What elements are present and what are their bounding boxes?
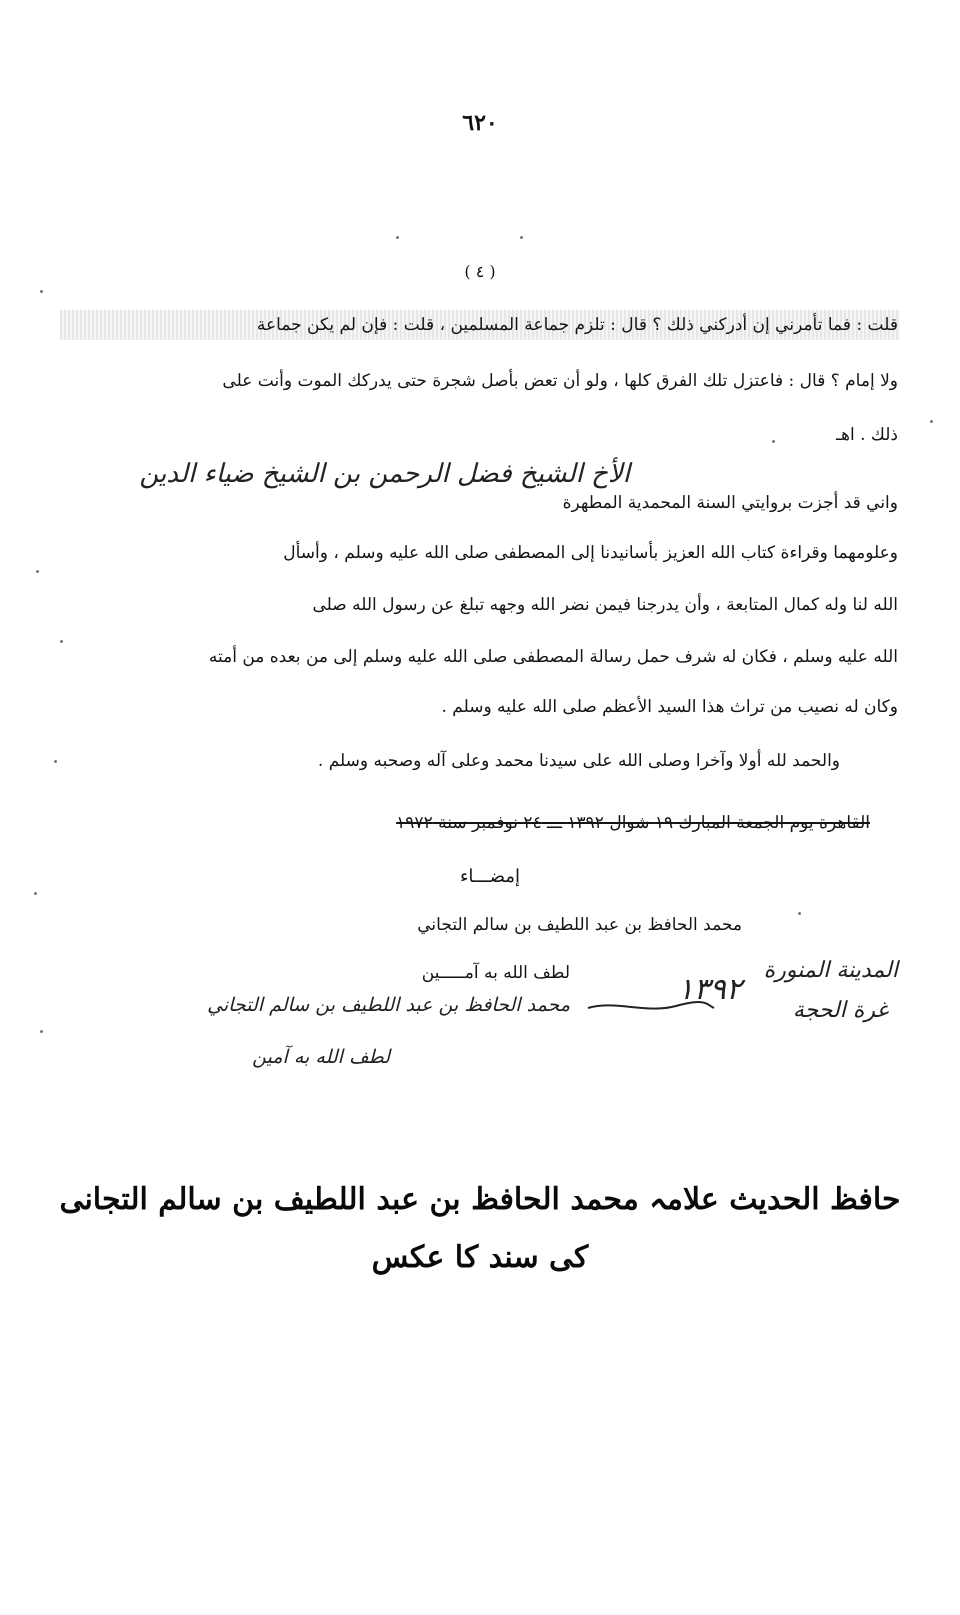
caption-line-1: حافظ الحدیث علامہ محمد الحافظ بن عبد اللطیف بن سالم التجانی [59,1182,901,1217]
ijaza-line-1: واني قد أجزت بروايتي السنة المحمدية المطهرة [562,493,898,513]
date-line: القاهرة يوم الجمعة المبارك ١٩ شوال ١٣٩٢ ـــ ٢٤ نوفمبر سنة ١٩٧٢ [396,813,870,833]
scan-speck [798,912,801,915]
ijaza-line-4: الله عليه وسلم ، فكان له شرف حمل رسالة المصطفى صلى الله عليه وسلم إلى من بعده من أمته [208,647,898,667]
year-flourish [586,996,716,1016]
ijaza-line-2: وعلومهما وقراءة كتاب الله العزيز بأسانيدنا إلى المصطفى صلى الله عليه وسلم ، وأسأل [283,543,898,563]
scan-speck [520,236,523,239]
signature-label: إمضـــاء [459,866,520,887]
handwritten-place: المدينة المنورة [763,958,898,983]
handwritten-signature: محمد الحافظ بن عبد اللطيف بن سالم التجاني [207,994,570,1016]
scan-speck [40,1030,43,1033]
body-line-1: قلت : فما تأمرني إن أدركني ذلك ؟ قال : تلزم جماعة المسلمين ، قلت : فإن لم يكن جماعة [256,315,898,335]
scan-speck [54,760,57,763]
handwritten-prayer: لطف الله به آمين [252,1046,390,1068]
body-line-2: ولا إمام ؟ قال : فاعتزل تلك الفرق كلها ، ولو أن تعض بأصل شجرة حتى يدركك الموت وأنت على [222,371,898,391]
scan-speck [36,570,39,573]
section-marker: ( ٤ ) [464,262,496,281]
scan-speck [34,892,37,895]
ijaza-line-3: الله لنا وله كمال المتابعة ، وأن يدرجنا فيمن نضر الله وجهه تبلغ عن رسول الله صلى [312,595,898,615]
closing-line: والحمد لله أولا وآخرا وصلى الله على سيدنا محمد وعلى آله وصحبه وسلم . [317,751,840,771]
scan-speck [60,640,63,643]
lutf-line: لطف الله به آمـــــين [421,963,570,983]
scan-speck [772,440,775,443]
scan-speck [396,236,399,239]
handwritten-recipient-name: الأخ الشيخ فضل الرحمن بن الشيخ ضياء الدين [139,459,630,489]
caption-line-2: کی سند کا عکس [371,1240,589,1275]
body-line-3: ذلك . اهـ [836,425,898,445]
handwritten-month: غرة الحجة [792,998,888,1023]
page-number: ٦٢٠ [462,110,498,136]
scan-speck [930,420,933,423]
scan-speck [40,290,43,293]
handwritten-year: ١٣٩٢ [677,972,742,1007]
ijaza-line-5: وكان له نصيب من تراث هذا السيد الأعظم صلى الله عليه وسلم . [441,697,898,717]
signer-typed-name: محمد الحافظ بن عبد اللطيف بن سالم التجاني [417,915,742,935]
